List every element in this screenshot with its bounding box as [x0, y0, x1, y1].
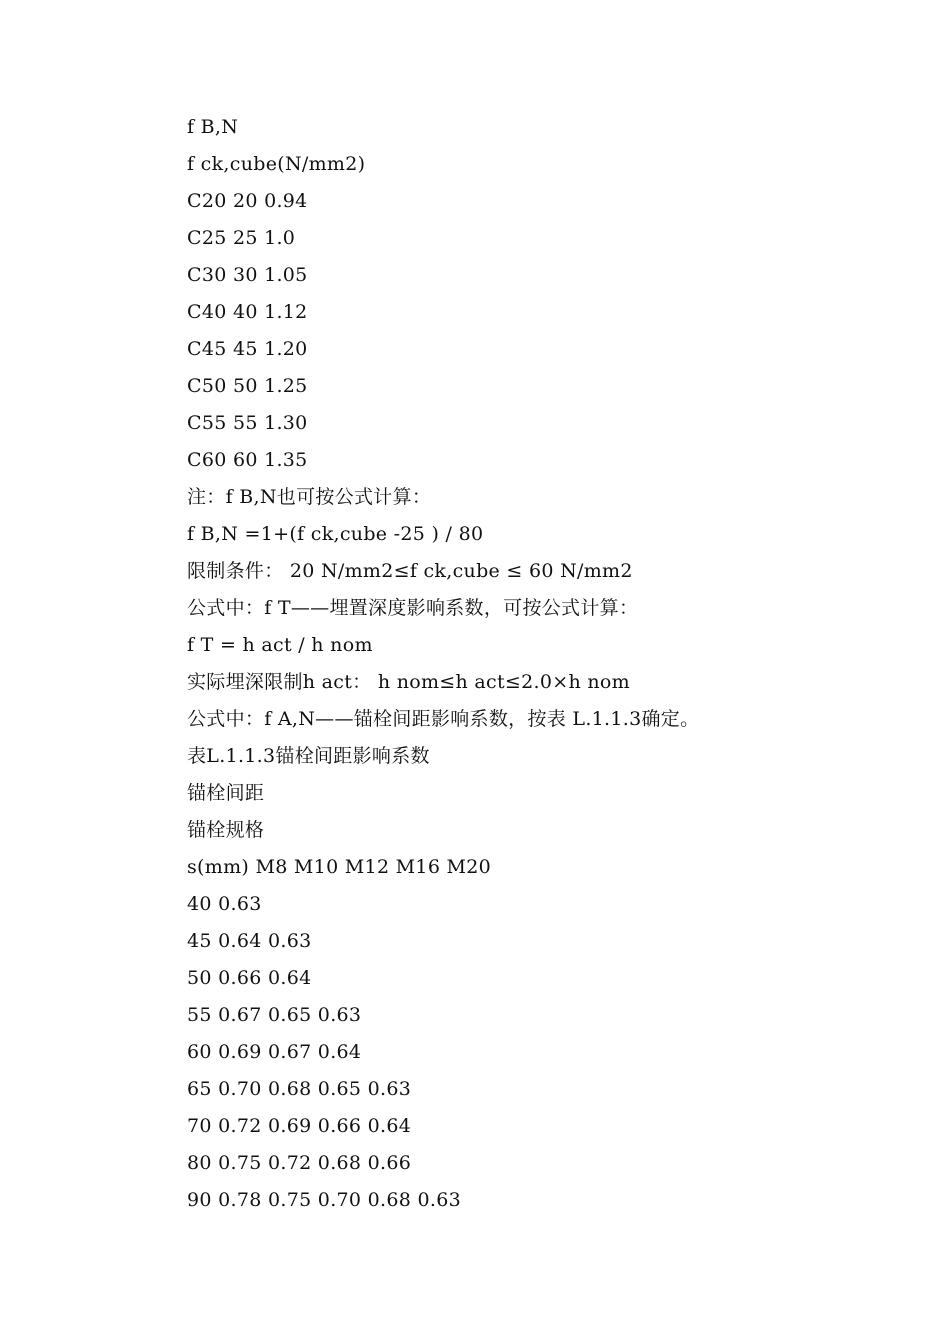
table-row-50: 50 0.66 0.64: [187, 967, 312, 989]
table-row-c60: C60 60 1.35: [187, 449, 308, 471]
table-row-40: 40 0.63: [187, 893, 262, 915]
document-body: [187, 112, 887, 1222]
table-header-spec: 锚栓规格: [187, 819, 265, 841]
table-row-70: 70 0.72 0.69 0.66 0.64: [187, 1115, 412, 1137]
text-line-fbn-heading: f B,N: [187, 116, 239, 138]
table-row-c20: C20 20 0.94: [187, 190, 308, 212]
formula-description-ft: 公式中：f T——埋置深度影响系数，可按公式计算：: [187, 597, 639, 619]
table-header-columns: s(mm) M8 M10 M12 M16 M20: [187, 856, 492, 878]
table-row-c30: C30 30 1.05: [187, 264, 308, 286]
table-row-80: 80 0.75 0.72 0.68 0.66: [187, 1152, 412, 1174]
embed-depth-limit: 实际埋深限制h act： h nom≤h act≤2.0×h nom: [187, 671, 630, 693]
table-header-spacing: 锚栓间距: [187, 782, 265, 804]
table-row-45: 45 0.64 0.63: [187, 930, 312, 952]
note-line: 注：f B,N也可按公式计算：: [187, 486, 432, 508]
table-row-c45: C45 45 1.20: [187, 338, 308, 360]
formula-ft: f T = h act / h nom: [187, 634, 373, 656]
table-row-60: 60 0.69 0.67 0.64: [187, 1041, 362, 1063]
constraint-line: 限制条件： 20 N/mm2≤f ck,cube ≤ 60 N/mm2: [187, 560, 633, 582]
table-row-90: 90 0.78 0.75 0.70 0.68 0.63: [187, 1189, 461, 1211]
formula-description-fan: 公式中：f A,N——锚栓间距影响系数，按表 L.1.1.3确定。: [187, 708, 700, 730]
table-row-55: 55 0.67 0.65 0.63: [187, 1004, 362, 1026]
table-row-65: 65 0.70 0.68 0.65 0.63: [187, 1078, 412, 1100]
table-row-c55: C55 55 1.30: [187, 412, 308, 434]
text-line-fck-heading: f ck,cube(N/mm2): [187, 153, 366, 175]
formula-fbn: f B,N =1+(f ck,cube -25 ) / 80: [187, 523, 484, 545]
table-row-c50: C50 50 1.25: [187, 375, 308, 397]
table-row-c25: C25 25 1.0: [187, 227, 296, 249]
table-row-c40: C40 40 1.12: [187, 301, 308, 323]
table-title: 表L.1.1.3锚栓间距影响系数: [187, 745, 430, 767]
